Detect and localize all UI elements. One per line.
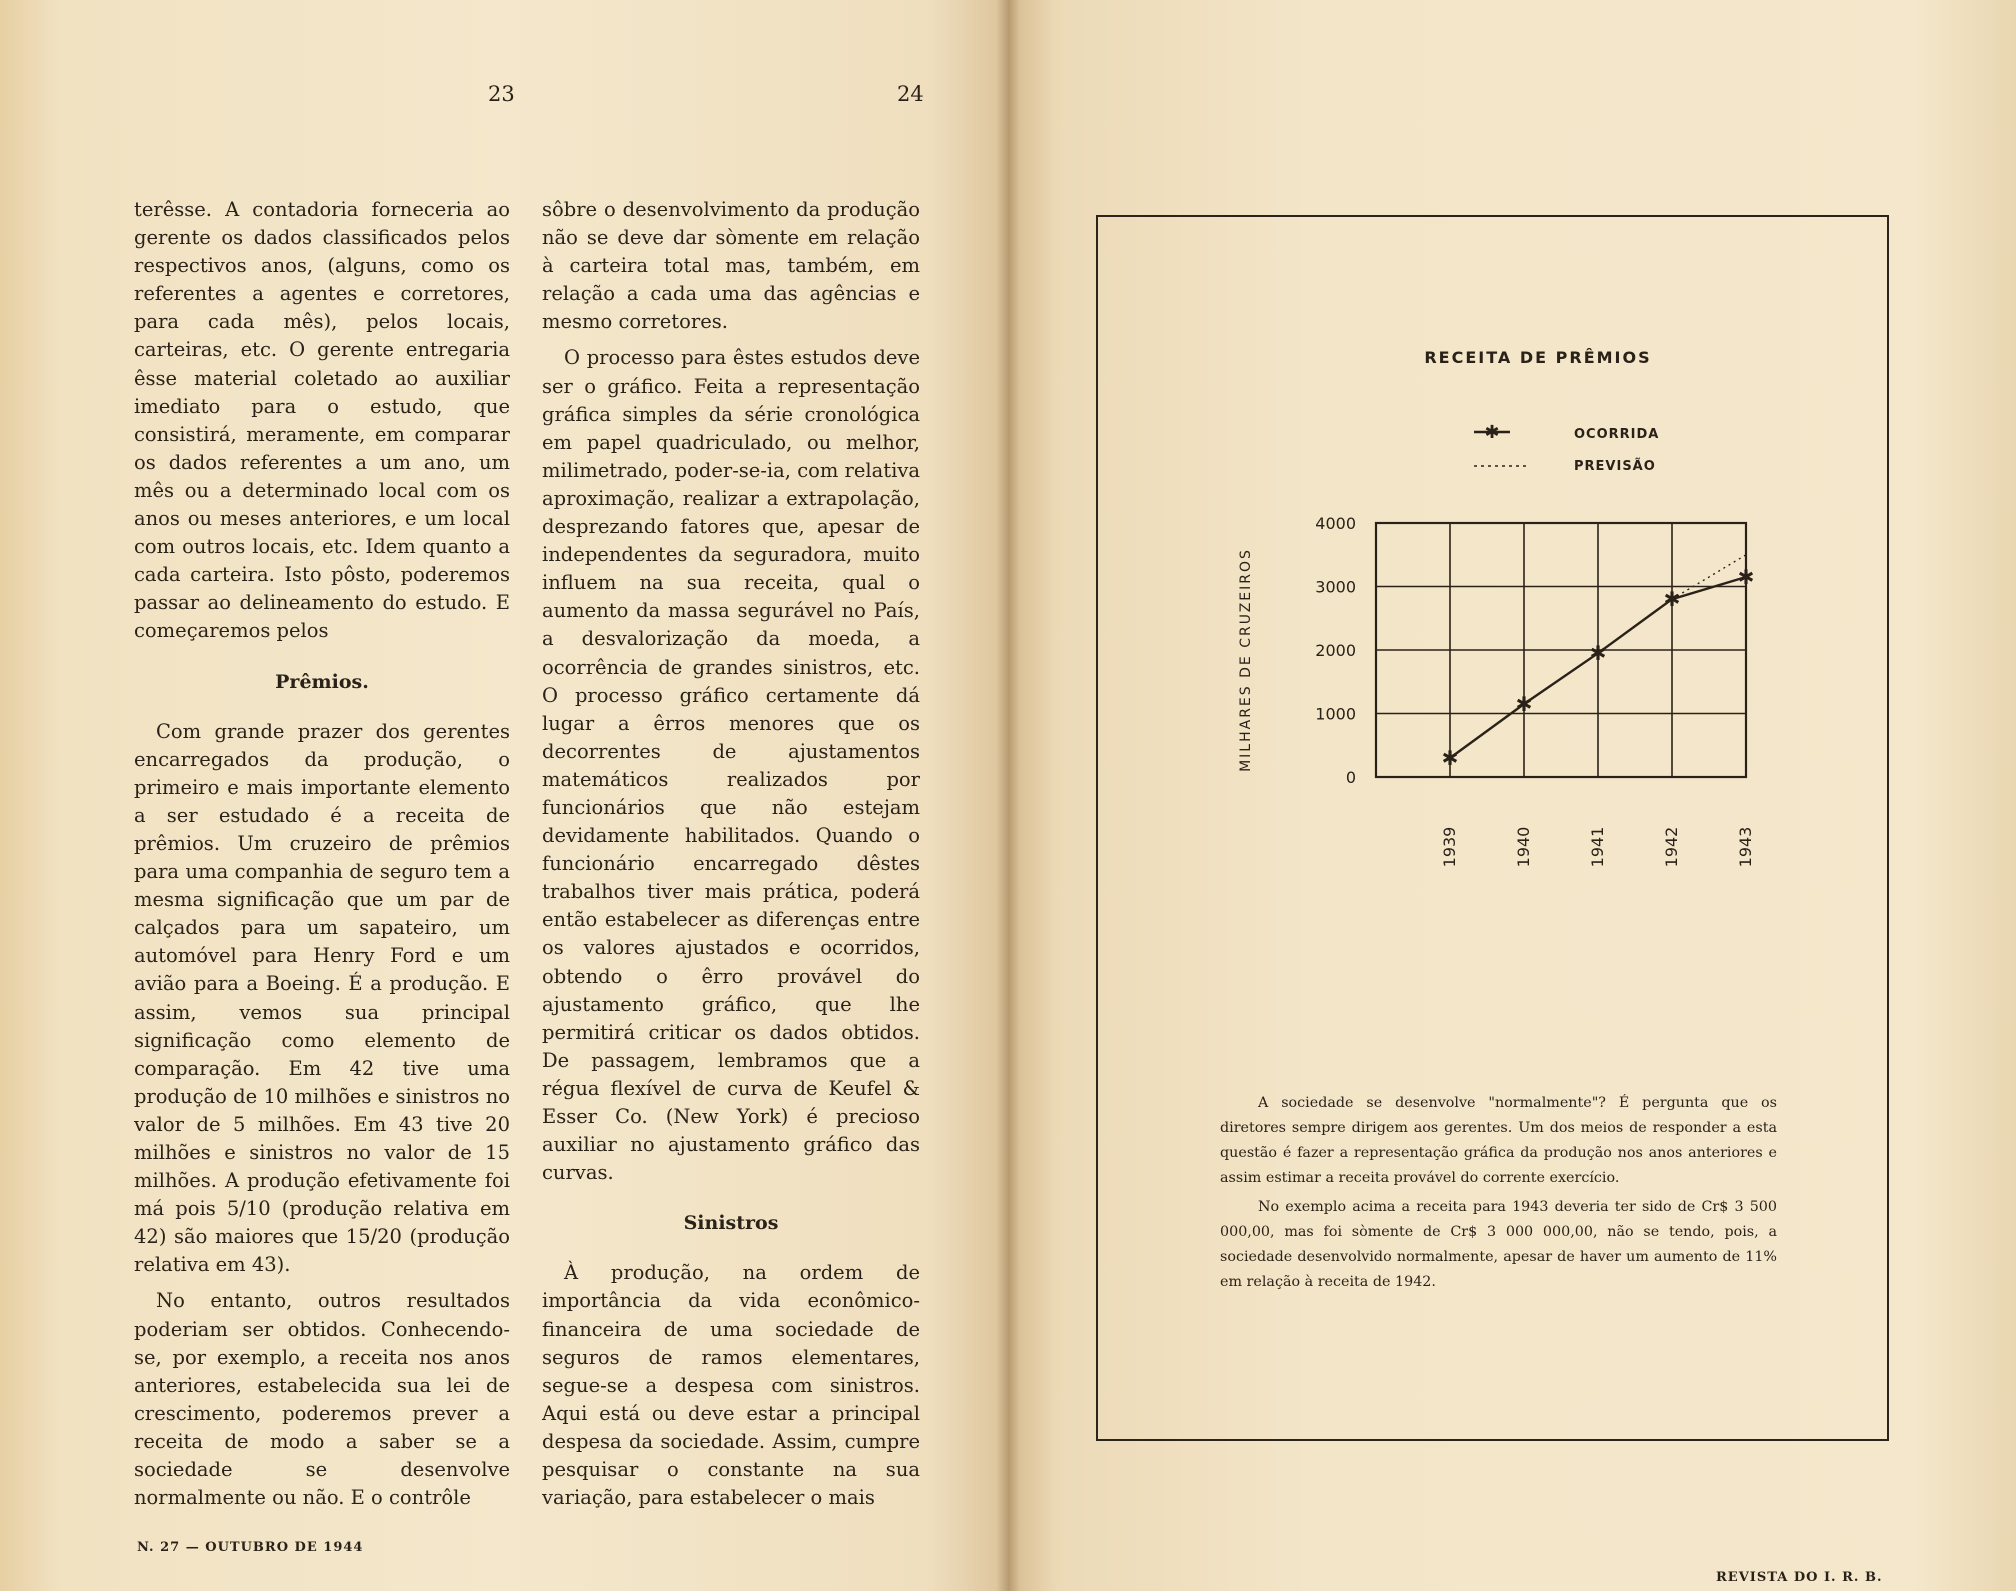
- data-point-star: ✱: [1589, 641, 1607, 666]
- y-tick-label: 1000: [1315, 704, 1356, 724]
- y-tick-label: 0: [1345, 768, 1356, 787]
- footer-journal: REVISTA DO I. R. B.: [1716, 1570, 1883, 1585]
- page-number-24: 24: [897, 82, 924, 106]
- text-column-1: [134, 196, 510, 1520]
- paragraph: Com grande prazer dos gerentes encarregados da produção, o primeiro e mais importante elemento a ser estudado é a receita de prêmios. Um cruzeiro de prêmios para uma companhia de seguro tem a mesma significação que um par de calçados para um sapateiro, um automóvel para Henry Ford e um avião para a Boeing. É a produção. E assim, vemos sua principal significação como elemento de comparação. Em 42 tive uma produção de 10 milhões e sinistros no valor de 5 milhões. Em 43 tive 20 milhões e sinistros no valor de 15 milhões. A produção efetivamente foi má pois 5/10 (produção relativa em 42) são maiores que 15/20 (produção relativa em 43).: [134, 719, 510, 1277]
- data-point-star: ✱: [1663, 587, 1681, 612]
- section-heading-sinistros: Sinistros: [683, 1212, 779, 1235]
- legend-label-previsao: PREVISÃO: [1574, 459, 1656, 474]
- x-tick-label: 1940: [1514, 826, 1533, 868]
- x-tick-label: 1939: [1440, 826, 1459, 868]
- x-tick-label: 1941: [1588, 826, 1607, 868]
- footer-issue: N. 27 — OUTUBRO DE 1944: [137, 1540, 364, 1555]
- paragraph: sôbre o desenvolvimento da produção não se deve dar sòmente em relação à carteira total mas, também, em relação a cada uma das agências e mesmo corretores.: [542, 198, 920, 334]
- y-tick-label: 2000: [1315, 641, 1356, 660]
- caption-paragraph: A sociedade se desenvolve "normalmente"? É pergunta que os diretores sempre dirigem aos gerentes. Um dos meios de responder a esta questão é fazer a representação gráfica da produção nos anos anteriores e assim estimar a receita provável do corrente exercício.: [1220, 1095, 1777, 1186]
- x-tick-label: 1942: [1662, 826, 1681, 868]
- paragraph: No entanto, outros resultados poderiam ser obtidos. Conhecendo-se, por exemplo, a receita nos anos anteriores, estabelecida sua lei de crescimento, poderemos prever a receita de modo a saber se a sociedade se desenvolve normalmente ou não. E o contrôle: [134, 1289, 510, 1510]
- caption-paragraph: No exemplo acima a receita para 1943 deveria ter sido de Cr$ 3 500 000,00, mas foi sòmente de Cr$ 3 000 000,00, não se tendo, pois, a sociedade desenvolvido normalmente, apesar de haver um aumento de 11% em relação à receita de 1942.: [1220, 1199, 1777, 1290]
- x-tick-label: 1943: [1736, 826, 1755, 868]
- paragraph: terêsse. A contadoria forneceria ao gerente os dados classificados pelos respectivos anos, (alguns, como os referentes a agentes e corretores, para cada mês), pelos locais, carteiras, etc. O gerente entregaria êsse material coletado ao auxiliar imediato para o estudo, que consistirá, meramente, em comparar os dados referentes a um ano, um mês ou a determinado local com os anos ou meses anteriores, e um local com outros locais, etc. Idem quanto a cada carteira. Isto pôsto, poderemos passar ao delineamento do estudo. E começaremos pelos: [134, 198, 510, 643]
- section-heading-premios: Prêmios.: [275, 670, 369, 693]
- chart-caption: [1220, 1091, 1777, 1299]
- data-point-star: ✱: [1737, 564, 1755, 589]
- y-tick-label: 4000: [1315, 514, 1356, 533]
- paragraph: À produção, na ordem de importância da vida econômico-financeira de uma sociedade de seguros de ramos elementares, segue-se a despesa com sinistros. Aqui está ou deve estar a principal despesa da sociedade. Assim, cumpre pesquisar o constante na sua variação, para estabelecer o mais: [542, 1261, 920, 1510]
- book-gutter: [996, 0, 1020, 1591]
- data-point-star: ✱: [1515, 691, 1533, 716]
- chart-title: RECEITA DE PRÊMIOS: [1424, 348, 1652, 367]
- text-column-2: [542, 196, 920, 1520]
- y-axis-label: MILHARES DE CRUZEIROS: [1238, 548, 1254, 772]
- page-number-23: 23: [488, 82, 515, 106]
- paragraph: O processo para êstes estudos deve ser o gráfico. Feita a representação gráfica simples da série cronológica em papel quadriculado, ou melhor, milimetrado, poder-se-ia, com relativa aproximação, realizar a extrapolação, desprezando fatores que, apesar de independentes da seguradora, muito influem na sua receita, qual o aumento da massa segurável no País, a desvalorização da moeda, a ocorrência de grandes sinistros, etc. O processo gráfico certamente dá lugar a êrros menores que os decorrentes de ajustamentos matemáticos realizados por funcionários que não estejam devidamente habilitados. Quando o funcionário encarregado dêstes trabalhos tiver mais prática, poderá então estabelecer as diferenças entre os valores ajustados e ocorridos, obtendo o êrro provável do ajustamento gráfico, que lhe permitirá criticar os dados obtidos. De passagem, lembramos que a régua flexível de curva de Keufel & Esser Co. (New York) é precioso auxiliar no ajustamento gráfico das curvas.: [542, 346, 920, 1185]
- legend-label-ocorrida: OCORRIDA: [1574, 427, 1660, 442]
- y-tick-label: 3000: [1315, 577, 1356, 597]
- data-point-star: ✱: [1441, 745, 1459, 770]
- legend-star-marker: ✱: [1484, 422, 1500, 443]
